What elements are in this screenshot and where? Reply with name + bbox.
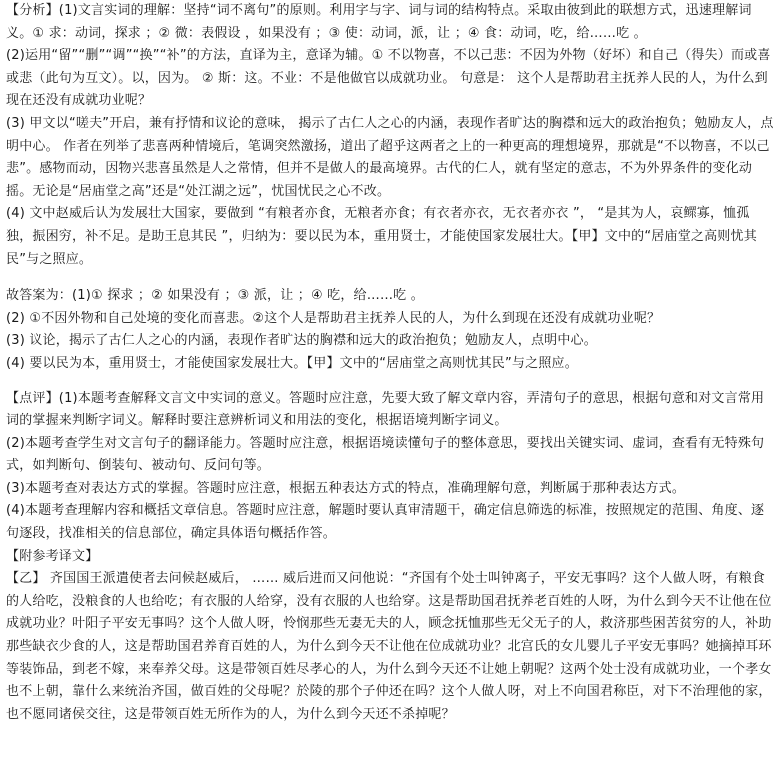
answer-section <box>6 285 774 375</box>
comment-section <box>6 388 774 546</box>
comment-paragraph-4: (4)本题考查理解内容和概括文章信息。答题时应注意，解题时要认真审清题干，确定信息筛选的标准，按照规定的范围、角度、逐句逐段，找准相关的信息部位，确定具体语句概括作答。 <box>6 503 765 542</box>
analysis-section <box>6 0 774 271</box>
section-spacer <box>6 376 774 388</box>
translation-paragraph-1: 【乙】 齐国国王派遣使者去问候赵威后， …… 威后进而又问他说：“齐国有个处士叫钟离子，平安无事吗？这个人做人呀，有粮食的人给吃，没粮食的人也给吃；有衣服的人给穿，没有衣服的人也给穿。这是帮助国君抚养老百姓的人呀，为什么到今天不让他在位成就功业？叶阳子平安无事吗？这个人做人呀，怜悯那些无妻无夫的人，顾念抚恤那些无父无子的人，救济那些困苦贫穷的人，补助那些缺衣少食的人，这是帮助国君养育百姓的人，为什么到今天不让他在位成就功业？北宫氏的女儿婴儿子平安无事吗？她摘掉耳环等装饰品，到老不嫁，来奉养父母。这是带领百姓尽孝心的人，为什么到今天还不让她上朝呢？这两个处士没有成就功业，一个孝女也不上朝，靠什么来统治齐国，做百姓的父母呢？於陵的那个子仲还在吗？这个人做人呀，对上不向国君称臣，对下不治理他的家，也不愿同诸侯交往，这是带领百姓无所作为的人，为什么到今天还不杀掉呢？ <box>6 571 772 722</box>
comment-paragraph-2: (2)本题考查学生对文言句子的翻译能力。答题时应注意，根据语境读懂句子的整体意思，要找出关键实词、虚词，查看有无特殊句式，如判断句、倒装句、被动句、反问句等。 <box>6 435 765 474</box>
comment-paragraph-1: 【点评】(1)本题考查解释文言文中实词的意义。答题时应注意，先要大致了解文章内容，弄清句子的意思，根据句意和对文言常用词的掌握来判断字词义。解释时要注意辨析词义和用法的变化，根据语境判断字词义。 <box>6 390 765 429</box>
answer-paragraph-3: (3) 议论，揭示了古仁人之心的内涵，表现作者旷达的胸襟和远大的政治抱负；勉励友人，点明中心。 <box>6 333 597 349</box>
comment-paragraph-3: (3)本题考查对表达方式的掌握。答题时应注意，根据五种表达方式的特点，准确理解句意，判断属于那种表达方式。 <box>6 480 686 496</box>
analysis-paragraph-3: (3) 甲文以“嗟夫”开启，兼有抒情和议论的意味， 揭示了古仁人之心的内涵，表现作者旷达的胸襟和远大的政治抱负；勉励友人，点明中心。 作者在列举了悲喜两种情境后，笔调突然激扬，道出了超乎这两者之上的一种更高的理想境界，那就是“不以物喜，不以己悲”。感物而动，因物兴悲喜虽然是人之常情，但并不是做人的最高境界。古代的仁人，就有坚定的意志，不为外界条件的变化动摇。无论是“居庙堂之高”还是“处江湖之远”，忧国忧民之心不改。 <box>6 115 774 199</box>
analysis-paragraph-1: 【分析】(1)文言实词的理解：坚持“词不离句”的原则。利用字与字、词与词的结构特点。采取由彼到此的联想方式，迅速理解词义。① 求：动词，探求 ；② 微：表假设 ，如果没有 ；③ 使：动词，派，让 ；④ 食：动词，吃，给……吃 。 <box>6 3 752 41</box>
translation-section <box>6 546 774 727</box>
analysis-paragraph-4: (4) 文中赵威后认为发展壮大国家，要做到 “有粮者亦食，无粮者亦食；有衣者亦衣，无衣者亦衣 ”， “是其为人，哀鳏寡，恤孤独，振困穷，补不足。是助王息其民 ”，归纳为：要以民为本，重用贤士，才能使国家发展壮大。【甲】文中的“居庙堂之高则忧其民”与之照应。 <box>6 206 757 267</box>
section-spacer <box>6 271 774 285</box>
translation-heading: 【附参考译文】 <box>6 548 99 564</box>
answer-paragraph-1: 故答案为：(1)① 探求 ；② 如果没有 ；③ 派，让 ；④ 吃，给……吃 。 <box>6 288 424 304</box>
answer-paragraph-4: (4) 要以民为本，重用贤士，才能使国家发展壮大。【甲】文中的“居庙堂之高则忧其民”与之照应。 <box>6 355 578 371</box>
analysis-paragraph-2: (2)运用“留”“删”“调”“换”“补”的方法，直译为主，意译为辅。① 不以物喜，不以己悲：不因为外物（好坏）和自己（得失）而或喜或悲（此句为互文）。以，因为。 ② 斯：这。不业：不是他做官以成就功业。 句意是： 这个人是帮助君主抚养人民的人，为什么到现在还没有成就功业呢？ <box>6 48 771 109</box>
answer-paragraph-2: (2) ①不因外物和自己处境的变化而喜悲。②这个人是帮助君主抚养人民的人，为什么到现在还没有成就功业呢？ <box>6 310 661 326</box>
